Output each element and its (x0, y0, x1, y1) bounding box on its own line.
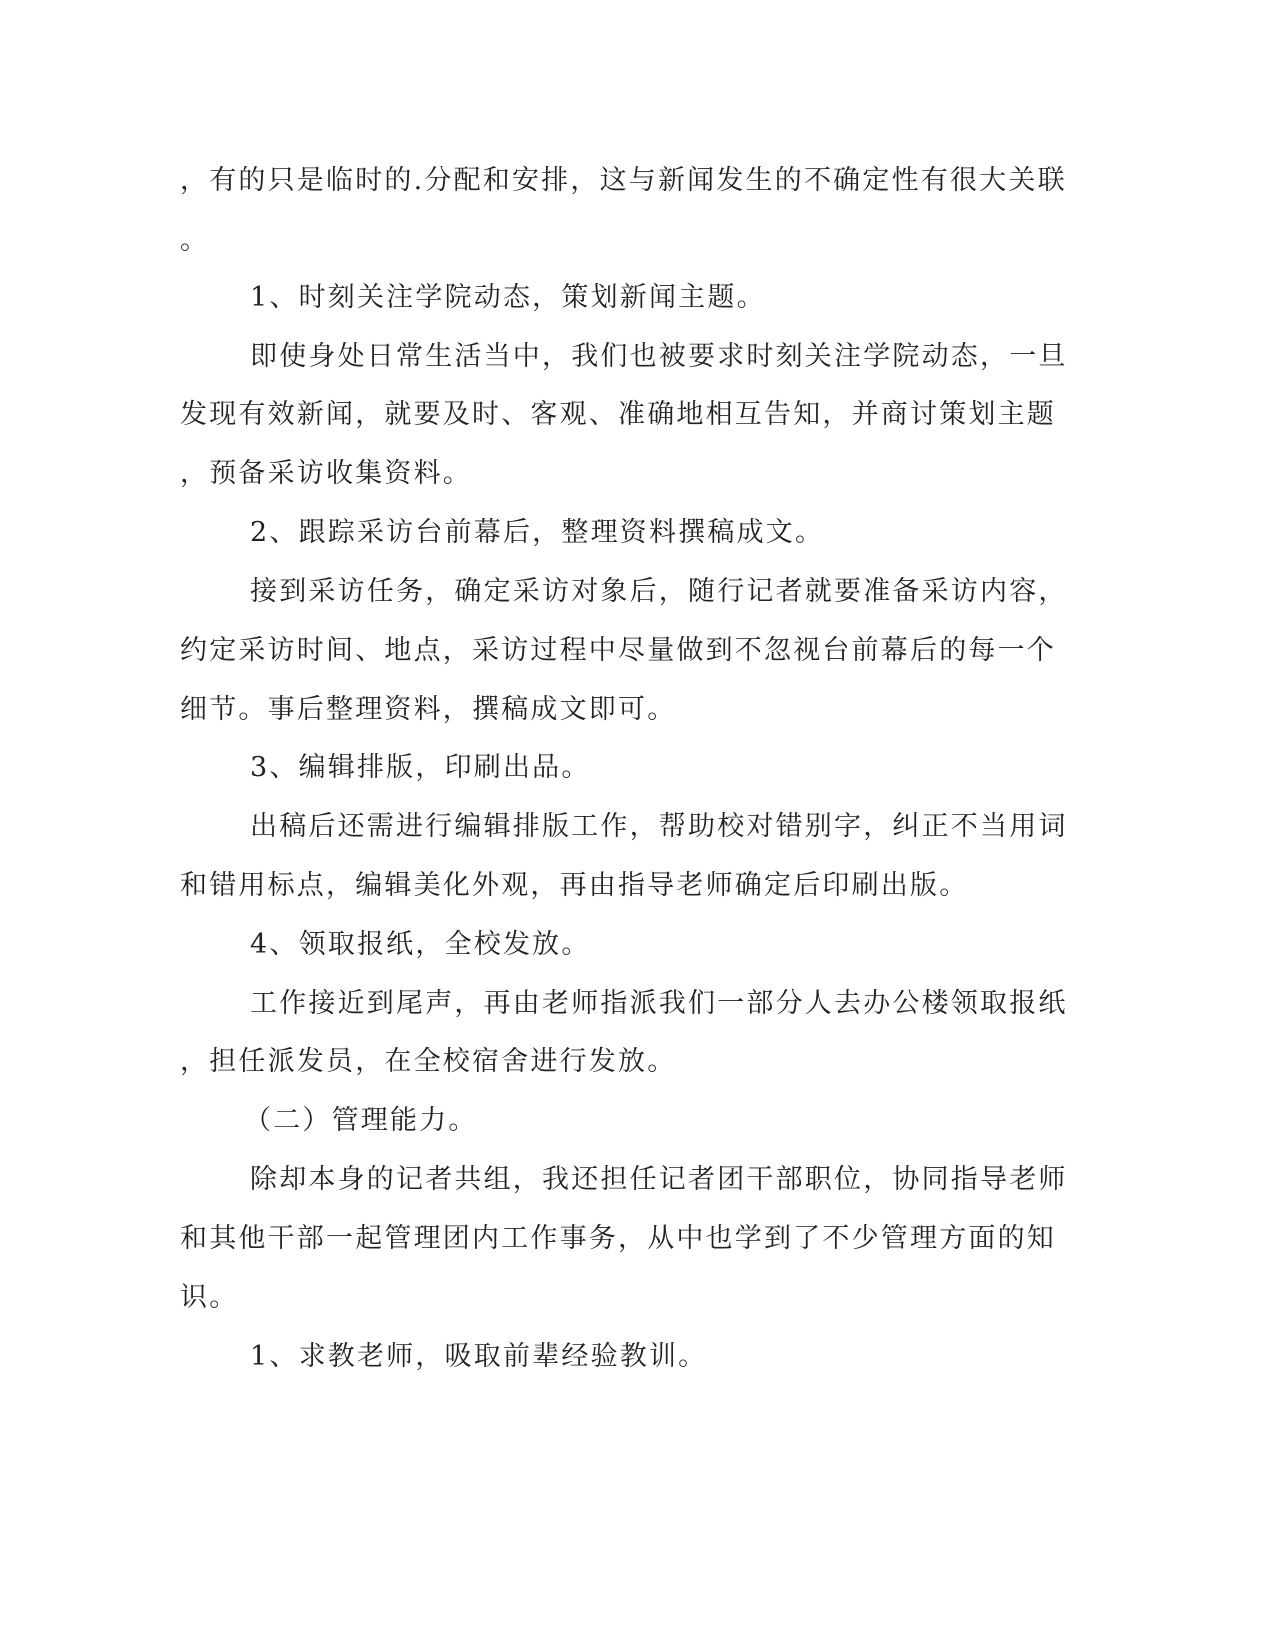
numbered-heading: 3、编辑排版，印刷出品。 (250, 752, 591, 783)
paragraph-line: ，担任派发员，在全校宿舍进行发放。 (180, 1046, 677, 1077)
paragraph-line: 识。 (180, 1282, 239, 1313)
paragraph-line: 即使身处日常生活当中，我们也被要求时刻关注学院动态，一旦 (250, 341, 1068, 372)
paragraph-line: 和错用标点，编辑美化外观，再由指导老师确定后印刷出版。 (180, 870, 969, 901)
numbered-heading: 1、求教老师，吸取前辈经验教训。 (250, 1341, 708, 1372)
paragraph-line: 工作接近到尾声，再由老师指派我们一部分人去办公楼领取报纸 (250, 988, 1068, 1019)
paragraph-line: 出稿后还需进行编辑排版工作，帮助校对错别字，纠正不当用词 (250, 811, 1068, 842)
section-heading: （二）管理能力。 (244, 1105, 478, 1136)
paragraph-line: 发现有效新闻，就要及时、客观、准确地相互告知，并商讨策划主题 (180, 399, 1056, 430)
text-line: ，有的只是临时的.分配和安排，这与新闻发生的不确定性有很大关联 (180, 165, 1067, 196)
paragraph-line: ，预备采访收集资料。 (180, 458, 472, 489)
numbered-heading: 4、领取报纸，全校发放。 (250, 929, 591, 960)
text-line: 。 (180, 225, 210, 256)
paragraph-line: 接到采访任务，确定采访对象后，随行记者就要准备采访内容， (250, 576, 1068, 607)
numbered-heading: 2、跟踪采访台前幕后，整理资料撰稿成文。 (250, 517, 825, 548)
paragraph-line: 细节。事后整理资料，撰稿成文即可。 (180, 694, 677, 725)
paragraph-line: 和其他干部一起管理团内工作事务，从中也学到了不少管理方面的知 (180, 1223, 1056, 1254)
numbered-heading: 1、时刻关注学院动态，策划新闻主题。 (250, 282, 766, 313)
paragraph-line: 约定采访时间、地点，采访过程中尽量做到不忽视台前幕后的每一个 (180, 635, 1056, 666)
paragraph-line: 除却本身的记者共组，我还担任记者团干部职位，协同指导老师 (250, 1164, 1068, 1195)
